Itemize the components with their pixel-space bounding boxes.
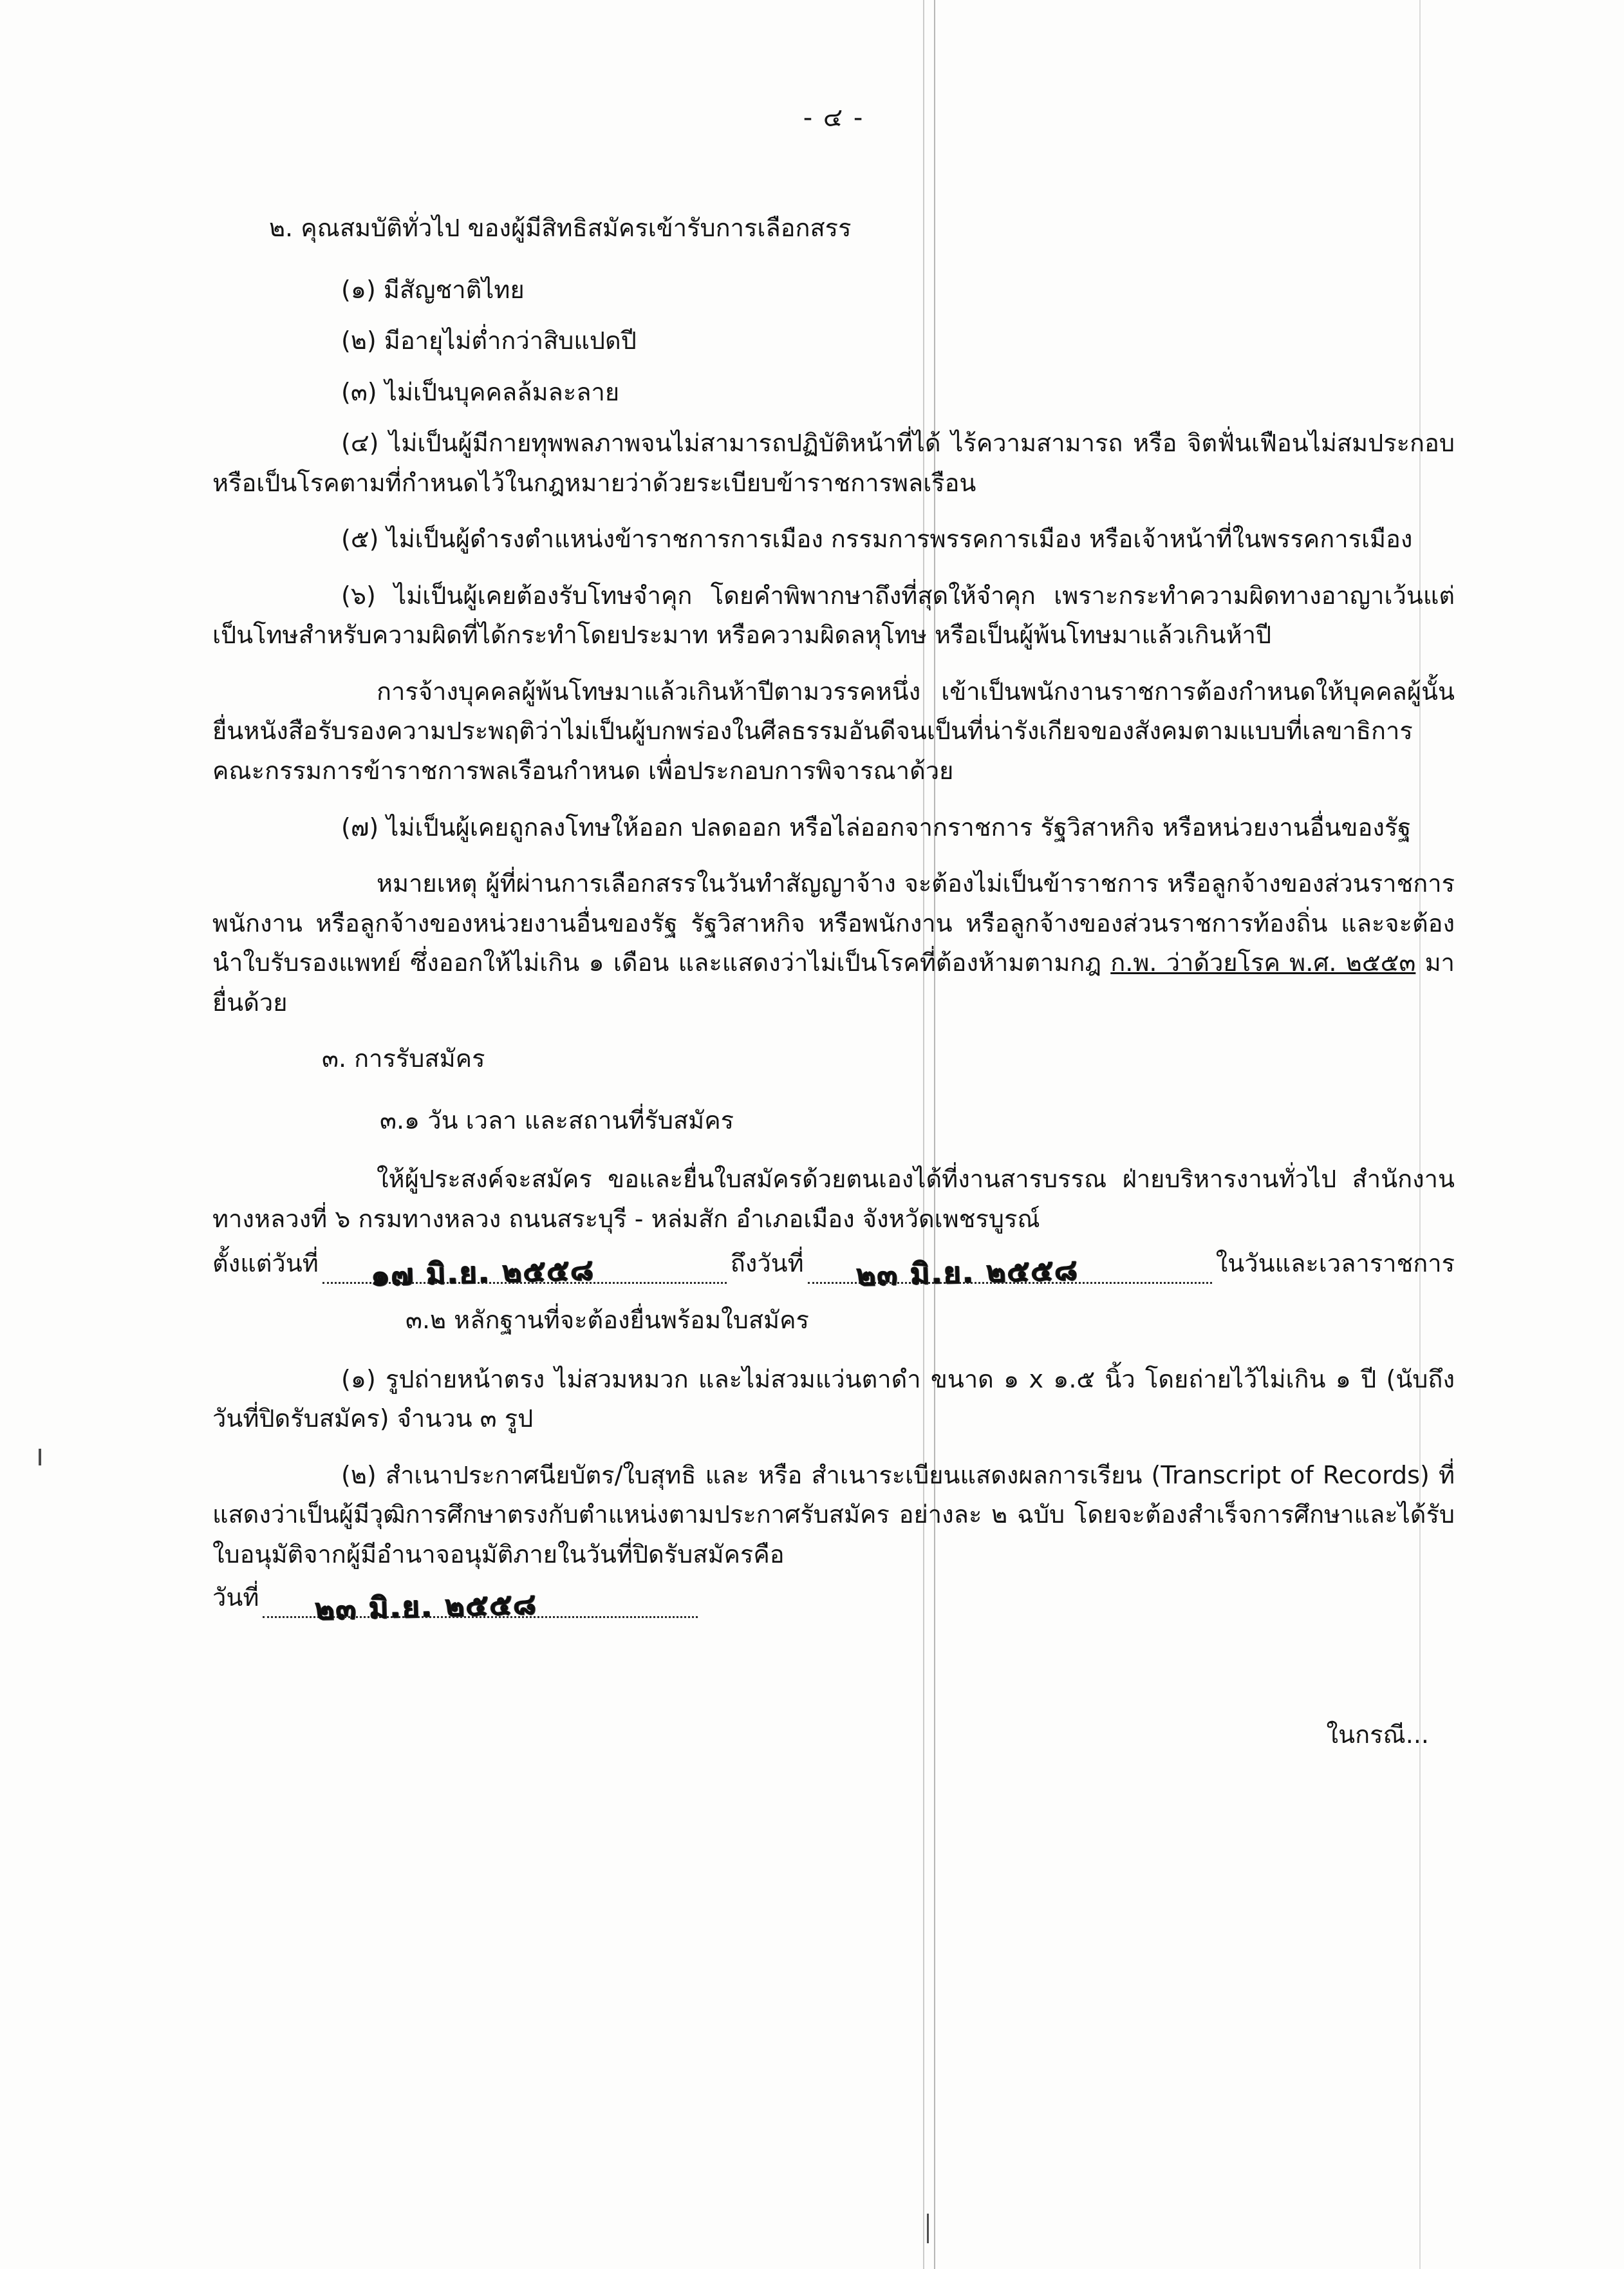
handwritten-end-date: ๒๓ มิ.ย. ๒๕๕๘	[855, 1252, 1079, 1293]
note-text-before: หมายเหตุ ผู้ที่ผ่านการเลือกสรรในวันทำสัญญาจ้าง จะต้องไม่เป็นข้าราชการ หรือลูกจ้างของส่วนราชการ พนักงาน หรือลูกจ้างของหน่วยงานอื่นของรัฐ รัฐวิสาหกิจ หรือพนักงาน หรือลูกจ้างของส่วนราชการท้องถิ่น และจะต้องนำใบรับรองแพทย์ ซึ่งออกให้ไม่เกิน ๑ เดือน และแสดงว่าไม่เป็นโรคที่ต้องห้ามตามกฎ	[212, 869, 1455, 977]
footer-continuation-note: ในกรณี...	[1326, 1720, 1429, 1749]
application-paragraph: ให้ผู้ประสงค์จะสมัคร ขอและยื่นใบสมัครด้วยตนเองได้ที่งานสารบรรณ ฝ่ายบริหารงานทั่วไป สำนักงานทางหลวงที่ ๖ กรมทางหลวง ถนนสระบุรี - หล่มสัก อำเภอเมือง จังหวัดเพชรบูรณ์	[212, 1165, 1455, 1233]
qualification-item-2: (๒) มีอายุไม่ต่ำกว่าสิบแปดปี	[341, 326, 637, 355]
qualification-item-6: (๖) ไม่เป็นผู้เคยต้องรับโทษจำคุก โดยคำพิพากษาถึงที่สุดให้จำคุก เพราะกระทำความผิดทางอาญาเว้นแต่เป็นโทษสำหรับความผิดที่ได้กระทำโดยประมาท หรือความผิดลหุโทษ หรือเป็นผู้พ้นโทษมาแล้วเกินห้าปี	[212, 581, 1455, 650]
qualification-note	[212, 864, 1455, 1022]
scan-bottom-mark	[927, 2214, 929, 2243]
date-label-start: ตั้งแต่วันที่	[212, 1249, 319, 1278]
scan-speck	[39, 1449, 41, 1465]
closing-date-label: วันที่	[212, 1583, 259, 1612]
sub-heading-3-2: ๓.๒ หลักฐานที่จะต้องยื่นพร้อมใบสมัคร	[406, 1306, 809, 1335]
handwritten-closing-date: ๒๓ มิ.ย. ๒๕๕๘	[315, 1586, 538, 1627]
document-item-1: (๑) รูปถ่ายหน้าตรง ไม่สวมหมวก และไม่สวมแว่นตาดำ ขนาด ๑ x ๑.๕ นิ้ว โดยถ่ายไว้ไม่เกิน ๑ ปี (นับถึงวันที่ปิดรับสมัคร) จำนวน ๓ รูป	[212, 1364, 1455, 1433]
qualification-item-3: (๓) ไม่เป็นบุคคลล้มละลาย	[341, 377, 620, 406]
application-date-line	[212, 1244, 1455, 1293]
note-underlined-text: ก.พ. ว่าด้วยโรค พ.ศ. ๒๕๕๓	[1110, 948, 1416, 977]
date-label-end: ในวันและเวลาราชการ	[1215, 1249, 1455, 1278]
handwritten-start-date: ๑๗ มิ.ย. ๒๕๕๘	[370, 1252, 595, 1293]
section-heading-qualifications: ๒. คุณสมบัติทั่วไป ของผู้มีสิทธิสมัครเข้ารับการเลือกสรร	[269, 214, 852, 242]
qualification-item-4: (๔) ไม่เป็นผู้มีกายทุพพลภาพจนไม่สามารถปฏิบัติหน้าที่ได้ ไร้ความสามารถ หรือ จิตฟั่นเฟือนไม่สมประกอบ หรือเป็นโรคตามที่กำหนดไว้ในกฎหมายว่าด้วยระเบียบข้าราชการพลเรือน	[212, 429, 1455, 497]
date-field-end[interactable]	[808, 1252, 1212, 1293]
qualification-item-5: (๕) ไม่เป็นผู้ดำรงตำแหน่งข้าราชการการเมือง กรรมการพรรคการเมือง หรือเจ้าหน้าที่ในพรรคการเมือง	[341, 525, 1413, 554]
page-number-label: - ๔ -	[803, 103, 864, 133]
qualification-item-1: (๑) มีสัญชาติไทย	[341, 275, 525, 304]
closing-date-field[interactable]	[263, 1586, 698, 1627]
document-item-2: (๒) สำเนาประกาศนียบัตร/ใบสุทธิ และ หรือ สำเนาระเบียนแสดงผลการเรียน (Transcript of Records) ที่แสดงว่าเป็นผู้มีวุฒิการศึกษาตรงกับตำแหน่งตามประกาศรับสมัคร อย่างละ ๒ ฉบับ โดยจะต้องสำเร็จการศึกษาและได้รับใบอนุมัติจากผู้มีอำนาจอนุมัติภายในวันที่ปิดรับสมัครคือ	[212, 1460, 1455, 1568]
qualification-item-7: (๗) ไม่เป็นผู้เคยถูกลงโทษให้ออก ปลดออก หรือไล่ออกจากราชการ รัฐวิสาหกิจ หรือหน่วยงานอื่นของรัฐ	[341, 813, 1412, 842]
sub-heading-3-1: ๓.๑ วัน เวลา และสถานที่รับสมัคร	[380, 1106, 734, 1134]
closing-date-line	[212, 1578, 702, 1627]
section-heading-application: ๓. การรับสมัคร	[322, 1044, 485, 1073]
document-body	[212, 97, 1455, 1754]
note-text-after: มายื่นด้วย	[212, 948, 1455, 1017]
date-field-start[interactable]	[322, 1252, 727, 1293]
date-label-middle: ถึงวันที่	[730, 1249, 804, 1278]
qualification-item-6-paragraph: การจ้างบุคคลผู้พ้นโทษมาแล้วเกินห้าปีตามวรรคหนึ่ง เข้าเป็นพนักงานราชการต้องกำหนดให้บุคคลผู้นั้นยื่นหนังสือรับรองความประพฤติว่าไม่เป็นผู้บกพร่องในศีลธรรมอันดีจนเป็นที่น่ารังเกียจของสังคมตามแบบที่เลขาธิการคณะกรรมการข้าราชการพลเรือนกำหนด เพื่อประกอบการพิจารณาด้วย	[212, 677, 1455, 786]
